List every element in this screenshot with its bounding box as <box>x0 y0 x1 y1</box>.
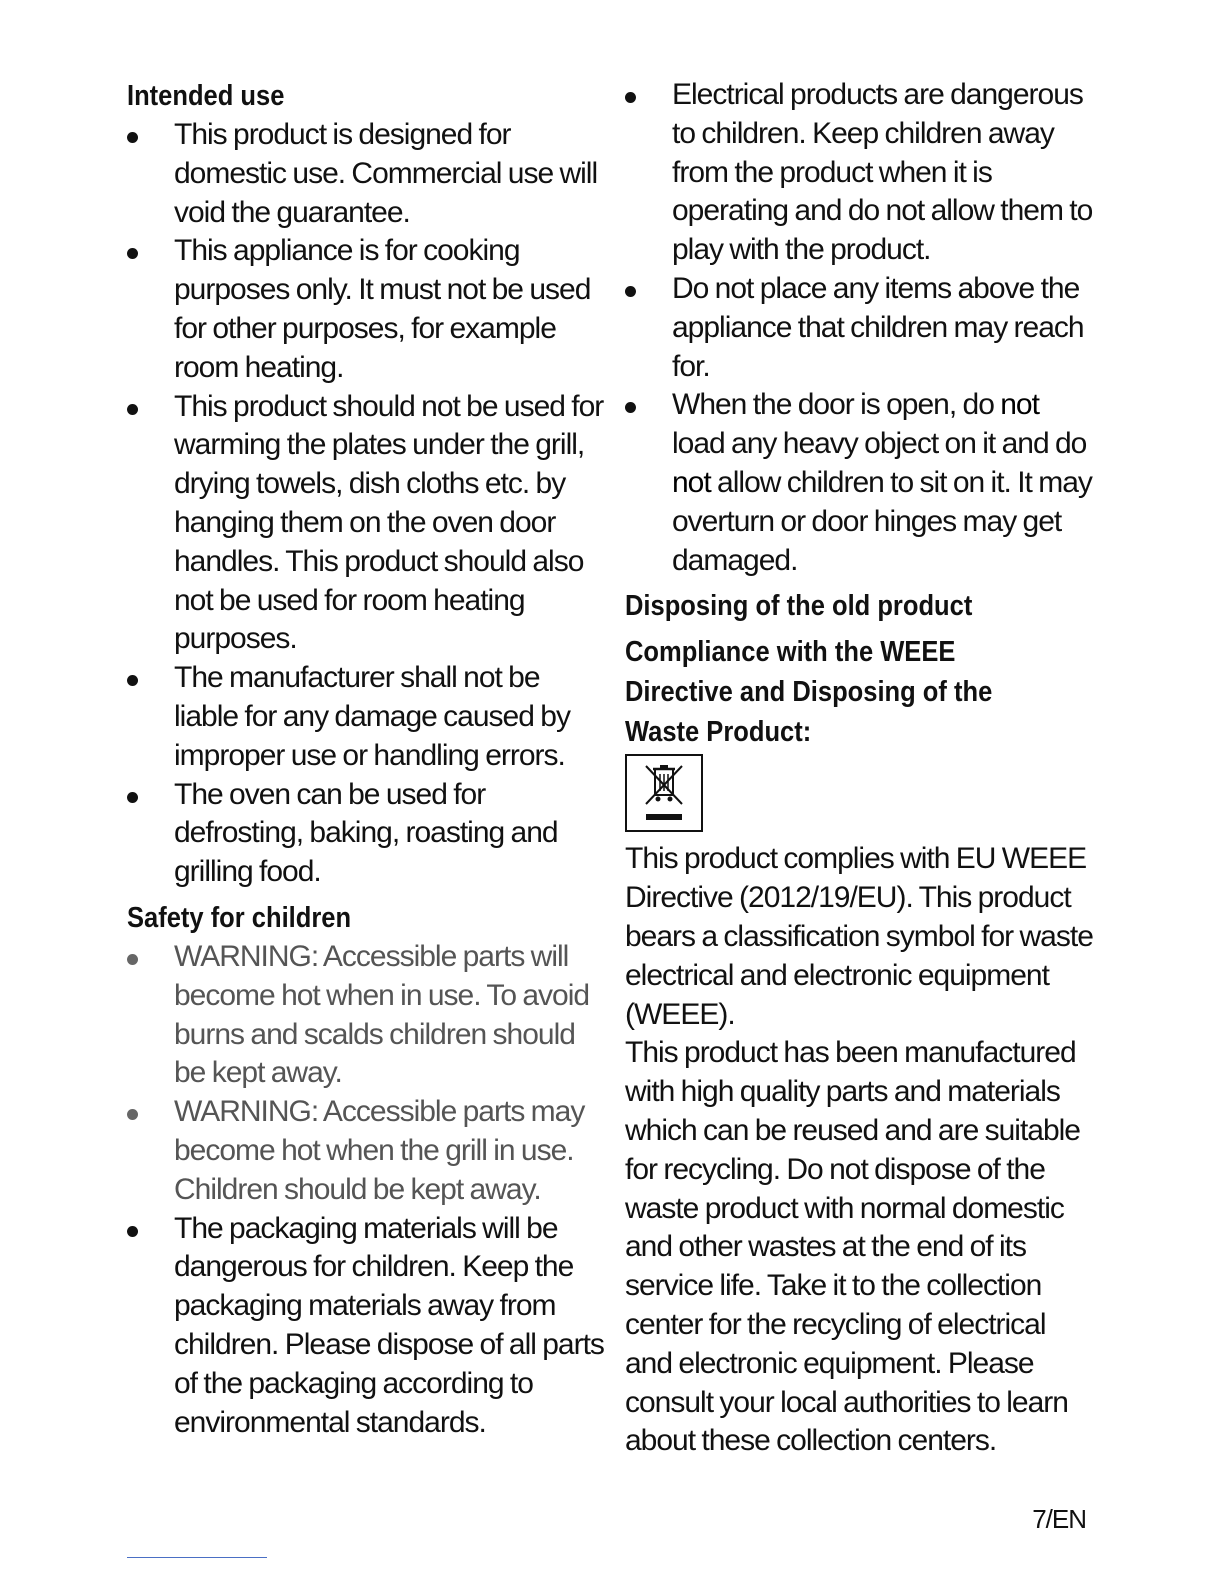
safety-children-list <box>127 938 607 1442</box>
list-item: This product should not be used for warming the plates under the grill, drying towels, dish cloths etc. by hanging them on the oven door handles. This product should also not be used for room heating purposes. <box>127 388 607 660</box>
right-column <box>625 76 1095 1461</box>
bullet-icon <box>625 92 636 103</box>
weee-heading-line: Waste Product: <box>625 716 812 749</box>
bullet-icon <box>127 248 138 259</box>
recycling-paragraph: This product has been manufactured with high quality parts and materials which can be reused and are suitable for recycling. Do not dispose of the waste product with normal domestic and other wastes at the end of its service life. Take it to the collection center for the recycling of electrical and electronic equipment. Please consult your local authorities to learn about these collection centers. <box>625 1036 1080 1458</box>
bullet-icon <box>625 402 636 413</box>
list-item: When the door is open, do not load any heavy object on it and do not allow children to sit on it. It may overturn or door hinges may get damaged. <box>625 386 1095 580</box>
bullet-icon <box>625 286 636 297</box>
left-column <box>127 76 607 1442</box>
safety-children-heading: Safety for children <box>127 901 352 934</box>
page-number: 7/EN <box>1032 1504 1086 1534</box>
list-item: Electrical products are dangerous to children. Keep children away from the product when it is operating and do not allow them to play with the product. <box>625 76 1095 270</box>
disposing-heading: Disposing of the old product <box>625 590 973 623</box>
bullet-icon <box>127 675 138 686</box>
warning-item: WARNING: Accessible parts will become hot when in use. To avoid burns and scalds children should be kept away. <box>127 938 607 1093</box>
list-item: Do not place any items above the appliance that children may reach for. <box>625 270 1095 386</box>
intended-use-heading: Intended use <box>127 80 285 112</box>
warning-item: WARNING: Accessible parts may become hot when the grill in use. Children should be kept away. <box>127 1093 607 1209</box>
list-item: This appliance is for cooking purposes only. It must not be used for other purposes, for example room heating. <box>127 232 607 387</box>
bullet-icon <box>127 954 138 965</box>
bullet-icon <box>127 132 138 143</box>
emphasis-not: not <box>672 465 711 499</box>
crossed-bin-icon <box>625 754 703 832</box>
bullet-icon <box>127 792 138 803</box>
intended-use-list <box>127 116 607 892</box>
weee-heading <box>625 632 1095 752</box>
footer-divider <box>127 1557 267 1558</box>
children-safety-list <box>625 76 1095 580</box>
bullet-icon <box>127 1109 138 1120</box>
list-item: The manufacturer shall not be liable for any damage caused by improper use or handling errors. <box>127 659 607 775</box>
list-item: The oven can be used for defrosting, baking, roasting and grilling food. <box>127 776 607 892</box>
list-item: The packaging materials will be dangerous for children. Keep the packaging materials away from children. Please dispose of all parts of the packaging according to environmental standards. <box>127 1210 607 1443</box>
weee-paragraph: This product complies with EU WEEE Directive (2012/19/EU). This product bears a classification symbol for waste electrical and electronic equipment (WEEE). <box>625 842 1093 1031</box>
emphasis-not: not <box>1000 388 1039 422</box>
list-item: This product is designed for domestic use. Commercial use will void the guarantee. <box>127 116 607 232</box>
weee-heading-line: Directive and Disposing of the <box>625 676 993 709</box>
bullet-icon <box>127 1226 138 1237</box>
weee-heading-line: Compliance with the WEEE <box>625 636 956 669</box>
bullet-icon <box>127 404 138 415</box>
